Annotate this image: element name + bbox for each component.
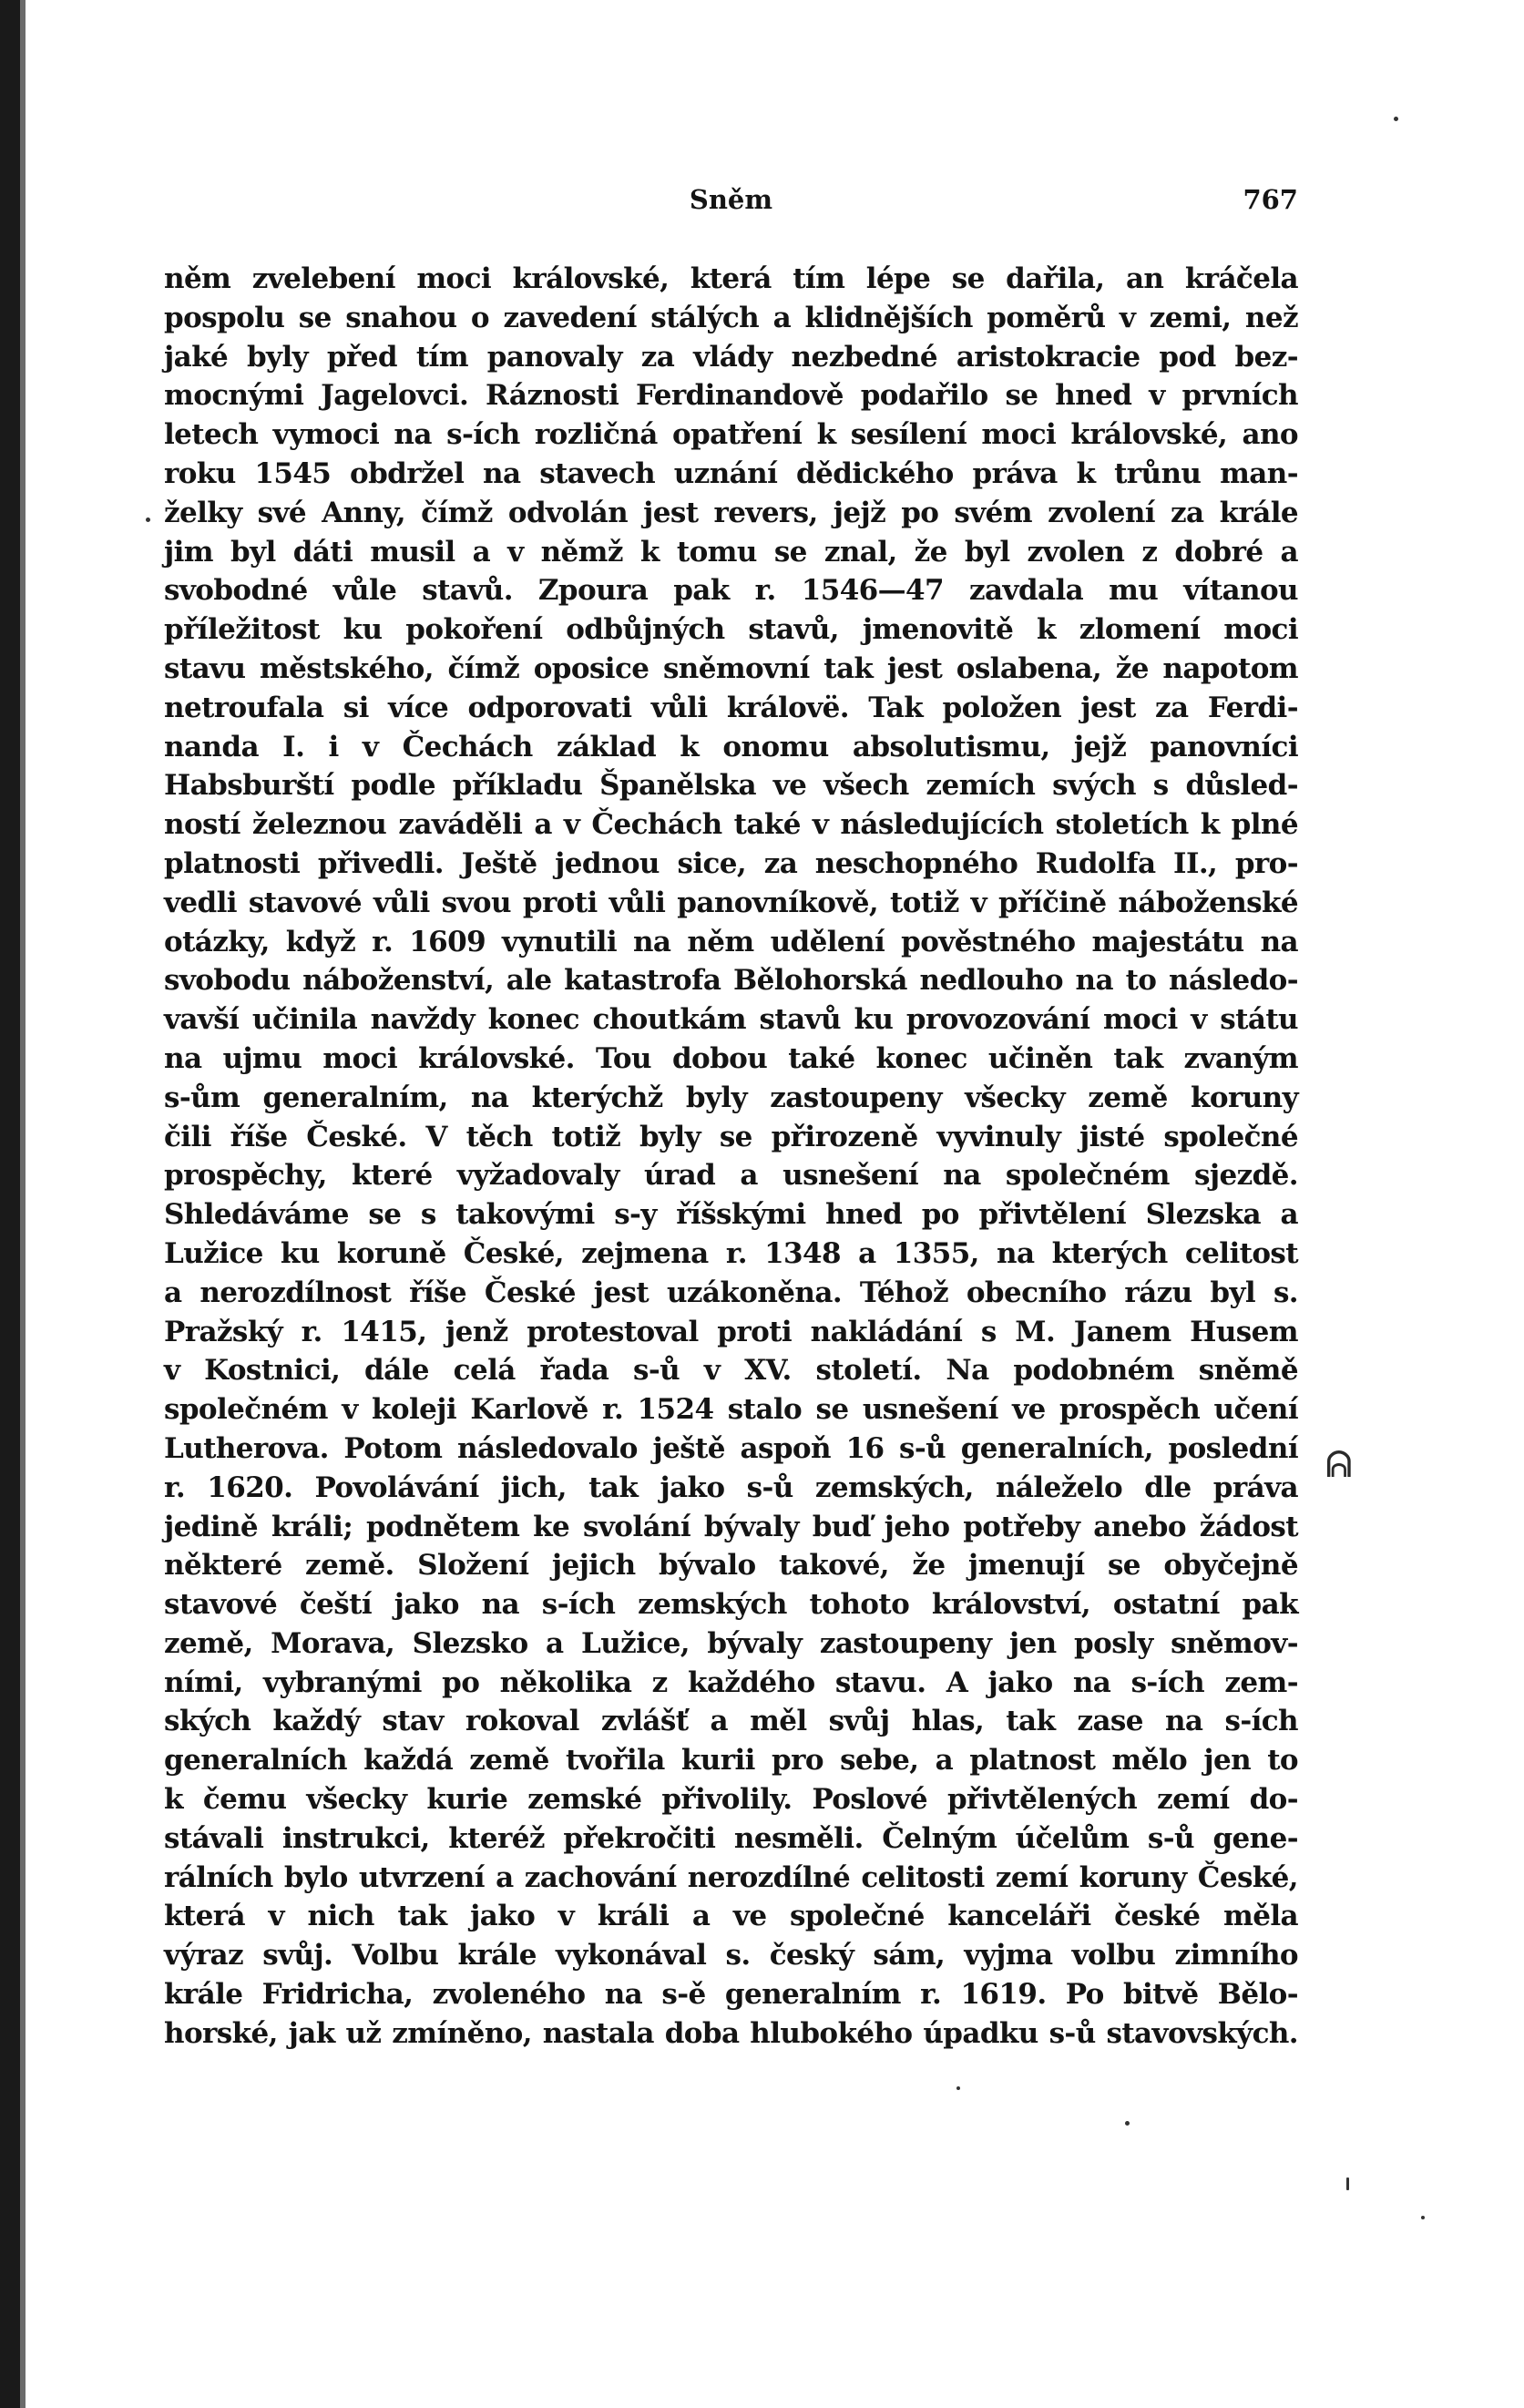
text-line: jim byl dáti musil a v němž k tomu se znal, že byl zvolen z dobré a [164,535,1298,569]
text-line: roku 1545 obdržel na stavech uznání dědického práva k trůnu man- [164,456,1298,490]
text-line: a nerozdílnost říše České jest uzákoněna. Téhož obecního rázu byl s. [164,1276,1298,1309]
text-line: něm zvelebení moci královské, která tím lépe se dařila, an kráčela [164,262,1298,295]
text-line: ností železnou zaváděli a v Čechách také v následujících stoletích k plné [164,808,1298,842]
body-text [164,260,1298,2054]
text-line: jedině králi; podnětem ke svolání bývaly buď jeho potřeby anebo žádost [164,1510,1298,1543]
text-line: s-ům generalním, na kterýchž byly zastoupeny všecky země koruny [164,1081,1298,1114]
text-line: horské, jak už zmíněno, nastala doba hlubokého úpadku s-ů stavovských. [164,2016,1298,2050]
text-line: svobodné vůle stavů. Zpoura pak r. 1546—47 zavdala mu vítanou [164,574,1298,608]
text-line: nanda I. i v Čechách základ k onomu absolutismu, jejž panovníci [164,730,1298,763]
text-line: pospolu se snahou o zavedení stálých a klidnějších poměrů v zemi, než [164,301,1298,334]
text-line: země, Morava, Slezsko a Lužice, bývaly zastoupeny jen posly sněmov- [164,1626,1298,1660]
text-line: rálních bylo utvrzení a zachování nerozdílné celitosti zemí koruny České, [164,1860,1298,1894]
text-line: společném v koleji Karlově r. 1524 stalo se usnešení ve prospěch učení [164,1393,1298,1427]
text-line: otázky, když r. 1609 vynutili na něm udělení pověstného majestátu na [164,925,1298,958]
scan-speck [1421,2216,1425,2219]
scan-binding-shadow [20,0,26,2408]
text-line: mocnými Jagelovci. Ráznosti Ferdinandově podařilo se hned v prvních [164,379,1298,413]
text-line: letech vymoci na s-ích rozličná opatření k sesílení moci královské, ano [164,418,1298,452]
text-line: stavu městského, čímž oposice sněmovní tak jest oslabena, že napotom [164,651,1298,685]
text-line: krále Fridricha, zvoleného na s-ě generalním r. 1619. Po bitvě Bělo- [164,1978,1298,2012]
text-line: k čemu všecky kurie zemské přivolily. Poslové přivtělených zemí do- [164,1783,1298,1817]
scan-speck [146,517,150,522]
text-line: Lutherova. Potom následovalo ještě aspoň 16 s-ů generalních, poslední [164,1431,1298,1465]
page-number: 767 [1243,184,1298,215]
page-header [164,184,1298,220]
text-line: stávali instrukci, kteréž překročiti nesměli. Čelným účelům s-ů gene- [164,1821,1298,1855]
text-line: v Kostnici, dále celá řada s-ů v XV. století. Na podobném sněmě [164,1354,1298,1388]
text-line: prospěchy, které vyžadovaly úrad a usnešení na společném sjezdě. [164,1159,1298,1193]
text-line: čili říše České. V těch totiž byly se přirozeně vyvinuly jisté společné [164,1120,1298,1153]
scan-speck [1394,117,1398,121]
text-line: r. 1620. Povolávání jich, tak jako s-ů zemských, náleželo dle práva [164,1470,1298,1504]
text-line: netroufala si více odporovati vůli královë. Tak položen jest za Ferdi- [164,691,1298,724]
text-line: jaké byly před tím panovaly za vlády nezbedné aristokracie pod bez- [164,340,1298,374]
text-line: ními, vybranými po několika z každého stavu. A jako na s-ích zem- [164,1665,1298,1699]
text-line: svobodu náboženství, ale katastrofa Bělohorská nedlouho na to následo- [164,964,1298,998]
text-line: která v nich tak jako v králi a ve společné kanceláři české měla [164,1900,1298,1933]
text-line: Shledáváme se s takovými s-y říšskými hned po přivtělení Slezska a [164,1198,1298,1232]
scan-binding-edge [0,0,20,2408]
text-line: platnosti přivedli. Ještě jednou sice, za neschopného Rudolfa II., pro- [164,846,1298,880]
text-line: některé země. Složení jejich bývalo takové, že jmenují se obyčejně [164,1549,1298,1583]
text-line: stavové čeští jako na s-ích zemských tohoto království, ostatní pak [164,1588,1298,1622]
text-line: Lužice ku koruně České, zejmena r. 1348 a 1355, na kterých celitost [164,1236,1298,1270]
text-line: generalních každá země tvořila kurii pro sebe, a platnost mělo jen to [164,1744,1298,1778]
text-line: ských každý stav rokoval zvlášť a měl svůj hlas, tak zase na s-ích [164,1705,1298,1738]
text-line: Habsburští podle příkladu Španělska ve všech zemích svých s důsled- [164,769,1298,803]
text-line: výraz svůj. Volbu krále vykonával s. český sám, vyjma volbu zimního [164,1939,1298,1973]
text-line: na ujmu moci královské. Tou dobou také konec učiněn tak zvaným [164,1041,1298,1075]
text-line: vedli stavové vůli svou proti vůli panovníkově, totiž v příčině náboženské [164,886,1298,919]
scan-speck [1125,2121,1130,2126]
running-head: Sněm [689,184,773,215]
margin-pencil-mark: ᕱ [1325,1444,1353,1486]
text-line: želky své Anny, čímž odvolán jest revers, jejž po svém zvolení za krále [164,496,1298,529]
scan-speck [956,2086,960,2090]
text-line: příležitost ku pokoření odbůjných stavů, jmenovitě k zlomení moci [164,613,1298,647]
text-line: Pražský r. 1415, jenž protestoval proti nakládání s M. Janem Husem [164,1315,1298,1348]
scan-speck [1346,2177,1349,2190]
text-line: vavší učinila navždy konec choutkám stavů ku provozování moci v státu [164,1003,1298,1037]
